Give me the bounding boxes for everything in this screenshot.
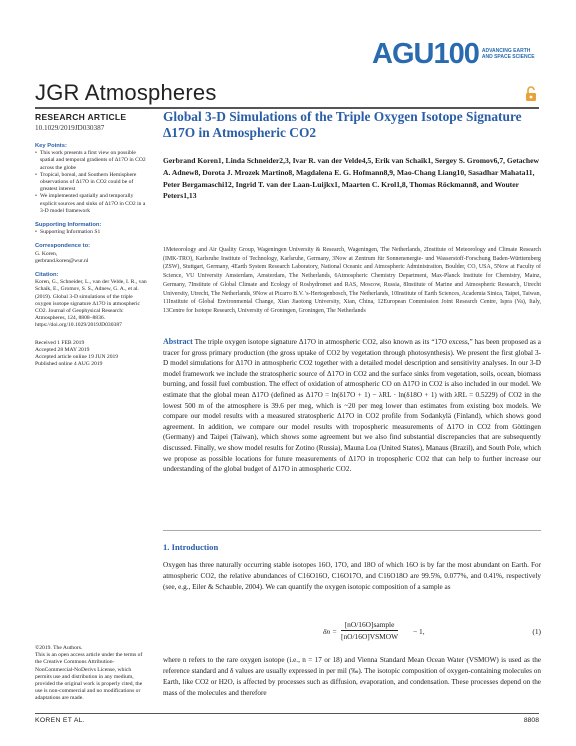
affiliations: 1Meteorology and Air Quality Group, Wageningen University & Research, Wageningen, The Netherlands, 2Institute of Meteorology and Climate Research (IMK-TRO), Karlsruhe Institute of Technology, Karlsruhe, Germany, 3Now at Zentrum für Sonnenenergie- und Wasserstoff-Forschung Baden-Württemberg (ZSW), Stuttgart, Germany, 4Earth System Research Laboratory, National Oceanic and Atmospheric Administration, Boulder, CO, USA, 5Now at Faculty of Science, VU University Amsterdam, Amsterdam, The Netherlands, 6Atmospheric Chemistry Department, Max-Planck Institute for Chemistry, Mainz, Germany, 7Institute of Global Climate and Ecology of Roshydromet and RAS, Moscow, Russia, 8Institute of Marine and Atmospheric Research, Utrecht University, Utrecht, The Netherlands, 9Now at Picarro B.V. 's-Hertogenbosch, The Netherlands, 10Institute of Earth Sciences, Academia Sinica, Taipei, Taiwan, 11Institute of Global Environmental Change, Xian Jiaotong University, Xian, China, 12European Commission Joint Research Centre, Ispra (Va), Italy, 13Centre for Isotope Research, University of Groningen, Groningen, The Netherlands	[163, 247, 541, 314]
equation-denominator: [nO/16O]VSMOW	[341, 632, 399, 641]
agu-logo[interactable]	[372, 38, 542, 71]
article-dates	[35, 340, 147, 369]
equation-lhs: δn =	[323, 627, 337, 636]
key-points-list	[35, 150, 147, 215]
equation-number: (1)	[532, 627, 541, 636]
abstract-text: The triple oxygen isotope signature Δ17O in atmospheric CO2, also known as its “17O excess,” has been proposed as a tracer for gross primary production (the gross uptake of CO2 by vegetation through photosynthesis). We present the first global 3-D model simulations for Δ17O in atmospheric CO2 together with a detailed model description and sensitivity analyses. In our 3-D model framework we include the stratospheric source of Δ17O in CO2 and the surface sinks from vegetation, soils, ocean, biomass burning, and fossil fuel combustion. The effect of oxidation of atmospheric CO on Δ17O in CO2 is also included in our model. We estimate that the global mean Δ17O (defined as Δ17O = ln(δ17O + 1) − λRL · ln(δ18O + 1) with λRL = 0.5229) of CO2 in the lowest 500 m of the atmosphere is 39.6 per meg, which is ~20 per meg lower than estimates from existing box models. We compare our model results with a measured stratospheric Δ17O in CO2 profile from Sodankylä (Finland), which shows good agreement. In addition, we compare our model results with tropospheric measurements of Δ17O in CO2 from Göttingen (Germany) and Taipei (Taiwan), which shows some agreement but we also find substantial discrepancies that are subsequently discussed. Finally, we show model results for Zotino (Russia), Mauna Loa (United States), Manaus (Brazil), and South Pole, which we propose as possible locations for future measurements of Δ17O in tropospheric CO2 that can help to further increase our understanding of the global budget of Δ17O in atmospheric CO2.	[163, 338, 541, 474]
article-type: RESEARCH ARTICLE	[35, 112, 127, 122]
supporting-info-list	[35, 229, 147, 236]
key-point: • Tropical, boreal, and Southern Hemisphere observations of Δ17O in CO2 could be of greatest interest	[35, 172, 147, 194]
citation-heading: Citation:	[35, 272, 59, 279]
key-point: • We implemented spatially and temporally explicit sources and sinks of Δ17O in CO2 in a 3-D model framework	[35, 193, 147, 215]
license-text: This is an open access article under the terms of the Creative Commons Attribution-NonCommercial-NoDerivs License, which permits use and distribution in any medium, provided the original work is properly cited, the use is non-commercial and no modifications or adaptations are made.	[35, 652, 143, 702]
agu-tagline: ADVANCING EARTH AND SPACE SCIENCE	[481, 48, 535, 60]
citation-text: Koren, G., Schneider, L., van der Velde, I. R., van Schaik, E., Gromov, S. S., Adnew, G. A., et al. (2019). Global 3-D simulations of the triple oxygen isotope signature Δ17O in atmospheric CO2. Journal of Geophysical Research: Atmospheres, 124, 8808–8836. https://doi.org/10.1029/2019JD030387	[35, 279, 147, 329]
equation-fraction	[341, 620, 398, 641]
article-title: Global 3-D Simulations of the Triple Oxygen Isotope Signature Δ17O in Atmospheric CO2	[163, 109, 522, 140]
footer-authors: KOREN ET AL.	[35, 717, 85, 724]
equation-1	[163, 620, 541, 644]
equation-rest: − 1,	[413, 627, 425, 636]
abstract-heading: Abstract	[163, 337, 193, 346]
supporting-info-heading: Supporting Information:	[35, 222, 102, 229]
page-number: 8808	[523, 717, 539, 724]
abstract	[163, 337, 541, 475]
correspondence-name: G. Koren,	[35, 250, 58, 257]
article-doi[interactable]: 10.1029/2019JD030387	[35, 124, 105, 132]
open-access-icon	[525, 86, 537, 102]
correspondence-email[interactable]: gerbrand.koren@wur.nl	[35, 257, 89, 264]
key-point: • This work presents a first view on possible spatial and temporal gradients of Δ17O in CO2 across the globe	[35, 150, 147, 172]
footer-rule	[35, 713, 539, 714]
journal-title: JGR Atmospheres	[35, 80, 217, 105]
date-accepted-online: Accepted article online 19 JUN 2019	[35, 354, 119, 361]
copyright: ©2019. The Authors.	[35, 645, 83, 651]
intro-paragraph: Oxygen has three naturally occurring stable isotopes 16O, 17O, and 18O of which 16O is by far the most abundant on Earth. For atmospheric CO2, the relative abundances of C16O16O, C16O17O, and C16O18O are 99.5%, 0.077%, and 0.41%, respectively (see, e.g., Eiler & Schauble, 2004). We can quantify the oxygen isotopic composition of a sample as	[163, 561, 541, 591]
supporting-info-link[interactable]: • Supporting Information S1	[35, 229, 147, 236]
equation-numerator: [nO/16O]sample	[341, 620, 398, 631]
date-received: Received 1 FEB 2019	[35, 339, 85, 346]
intro-heading: 1. Introduction	[163, 542, 219, 552]
license-block	[35, 645, 147, 703]
date-accepted: Accepted 28 MAY 2019	[35, 346, 90, 353]
agu-logo-text: AGU	[372, 38, 434, 70]
section-divider	[163, 530, 541, 531]
author-list: Gerbrand Koren1, Linda Schneider2,3, Ivar R. van der Velde4,5, Erik van Schaik1, Sergey S. Gromov6,7, Getachew A. Adnew8, Dorota J. Mrozek Martino8, Magdalena E. G. Hofmann8,9, Mao-Chang Liang10, Sasadhar Mahata11, Peter Bergamaschi12, Ingrid T. van der Laan-Luijkx1, Maarten C. Krol1,8, Thomas Röckmann8, and Wouter Peters1,13	[163, 156, 539, 201]
agu-logo-100: 100	[433, 38, 479, 70]
left-sidebar	[35, 112, 147, 368]
intro-paragraph-2: where n refers to the rare oxygen isotope (i.e., n = 17 or 18) and Vienna Standard Mean Ocean Water (VSMOW) is used as the reference standard and δ values are usually expressed in per mil (‰). The isotopic composition of oxygen-containing molecules on Earth, like CO2 or H2O, is affected by processes such as diffusion, evaporation, and condensation. These processes depend on the mass of the molecules and therefore	[163, 656, 541, 697]
key-points-heading: Key Points:	[35, 143, 67, 149]
correspondence-heading: Correspondence to:	[35, 243, 91, 250]
date-published: Published online 4 AUG 2019	[35, 361, 103, 368]
